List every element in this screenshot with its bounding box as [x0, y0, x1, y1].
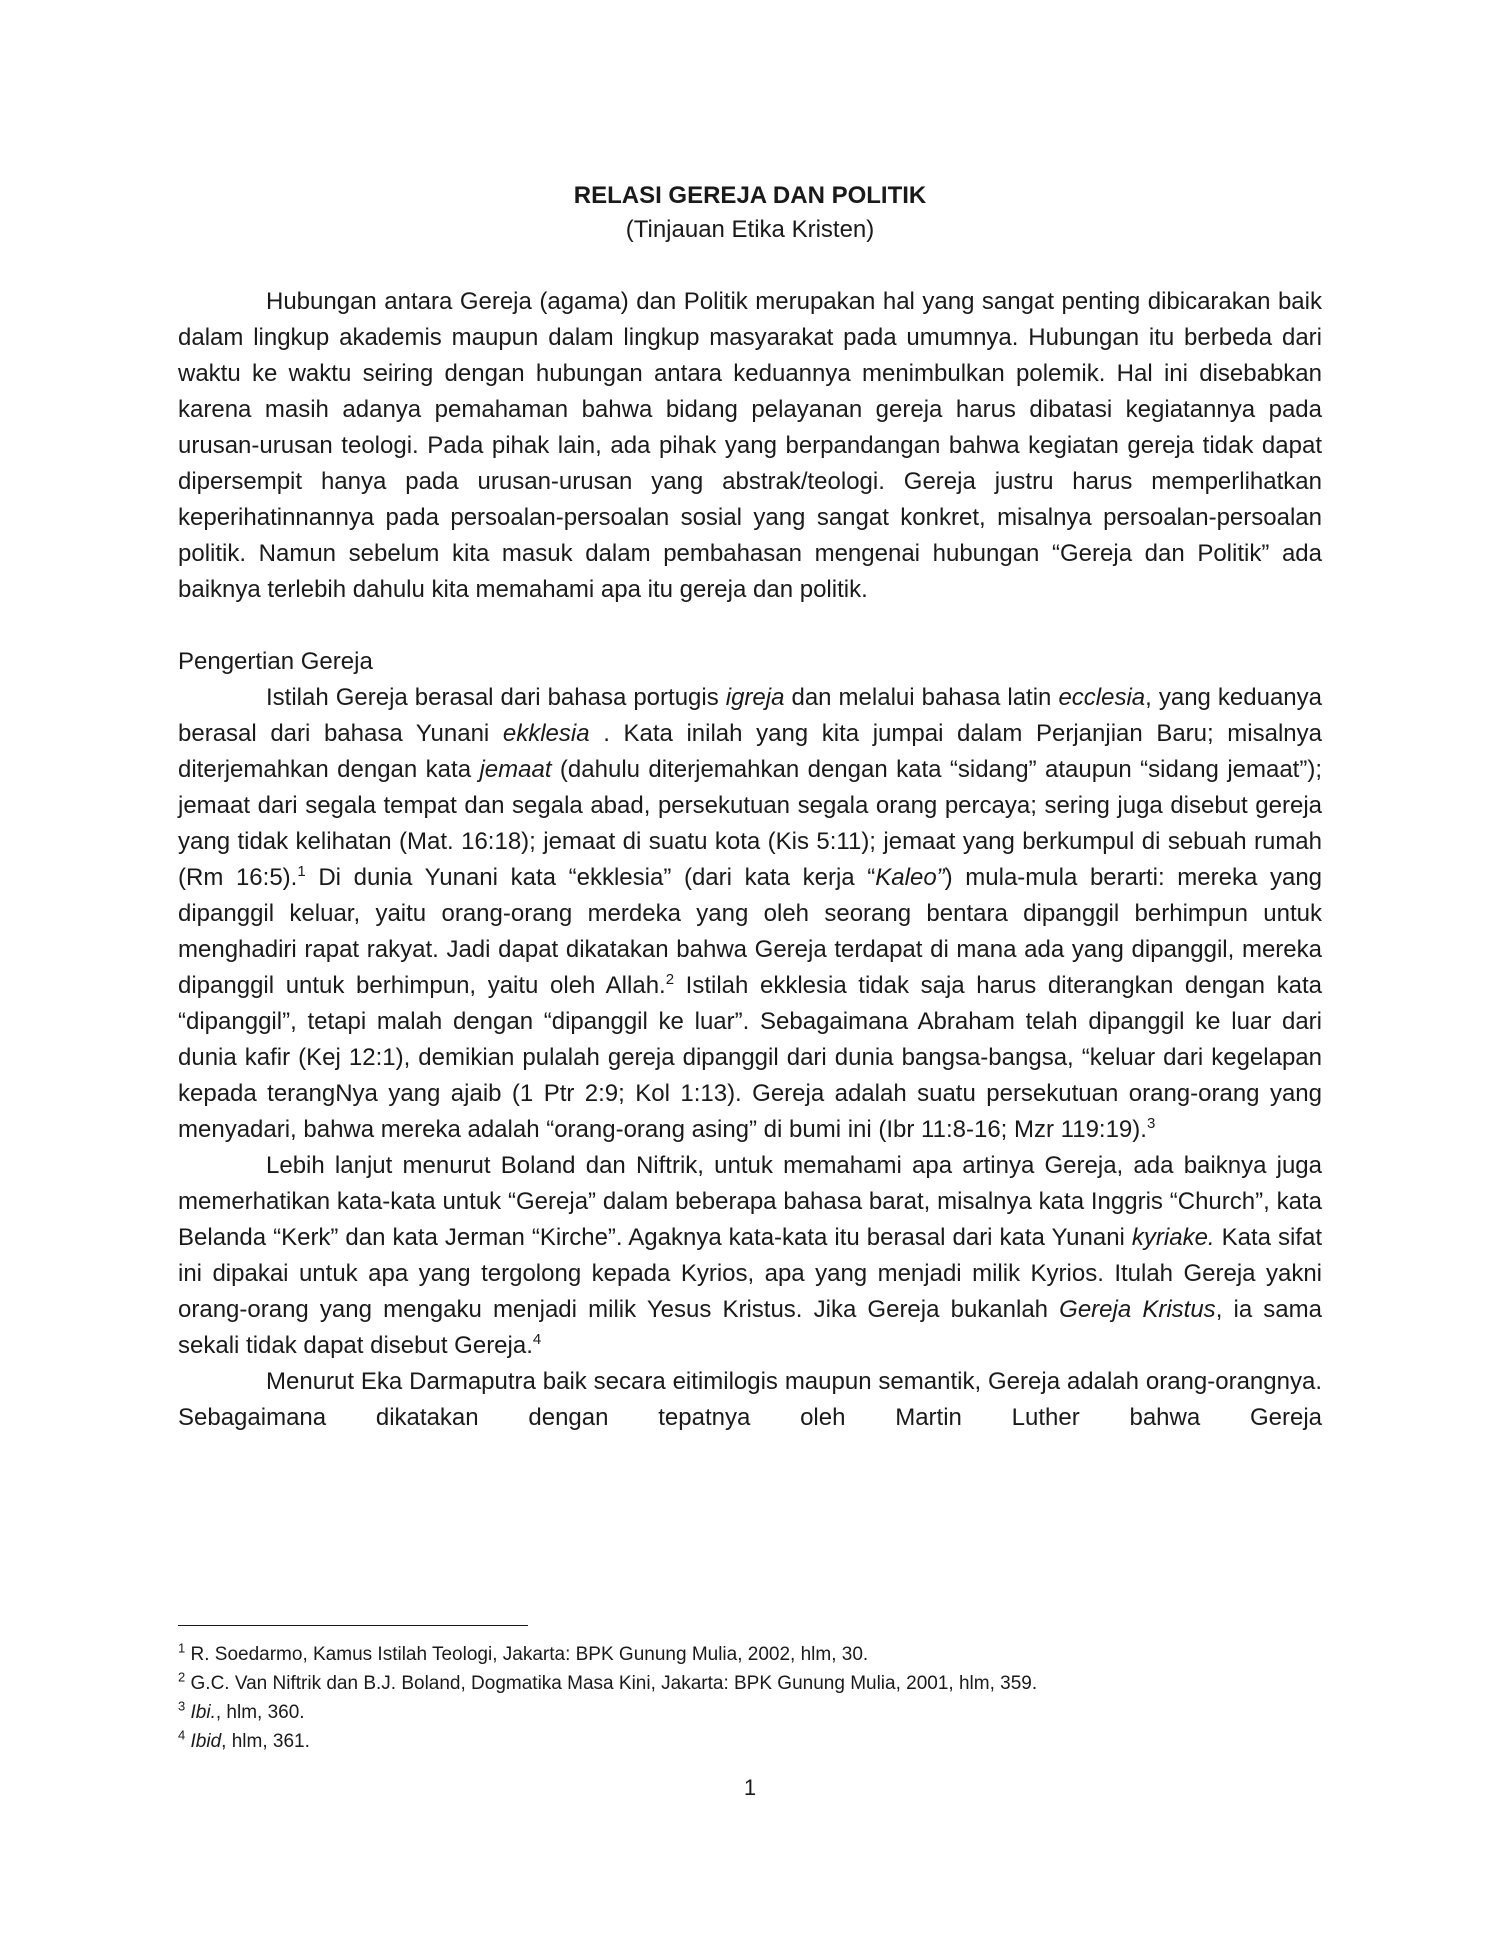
- text-run: . Kata inilah yang kita jumpai dalam Perjanjian Baru; misalnya diterjemahkan dengan kata: [178, 720, 1322, 783]
- text-run: , ia sama sekali tidak dapat disebut Gereja.: [178, 1296, 1322, 1359]
- text-run: Di dunia Yunani kata “ekklesia” (dari kata kerja “: [305, 864, 876, 891]
- text-run: (dahulu diterjemahkan dengan kata “sidang” ataupun “sidang jemaat”); jemaat dari segala tempat dan segala abad, persekutuan segala orang percaya; sering juga disebut gereja yang tidak kelihatan (Mat. 16:18); jemaat di suatu kota (Kis 5:11); jemaat yang berkumpul di sebuah rumah (Rm 16:5).: [178, 756, 1323, 891]
- footnote-text: G.C. Van Niftrik dan B.J. Boland, Dogmatika Masa Kini, Jakarta: BPK Gunung Mulia, 2001, hlm, 359.: [185, 1673, 1038, 1694]
- footnote-text: , hlm, 360.: [215, 1702, 305, 1723]
- footnote-3: [178, 1698, 1322, 1727]
- text-run: Lebih lanjut menurut Boland dan Niftrik, untuk memahami apa artinya Gereja, ada baiknya juga memerhatikan kata-kata untuk “Gereja” dalam beberapa bahasa barat, misalnya kata Inggris “Church”, kata Belanda “Kerk” dan kata Jerman “Kirche”. Agaknya kata-kata itu berasal dari kata Yunani: [178, 1152, 1322, 1251]
- text-run: ) mula-mula berarti: mereka yang dipanggil keluar, yaitu orang-orang merdeka yang oleh seorang bentara dipanggil berhimpun untuk menghadiri rapat rakyat. Jadi dapat dikatakan bahwa Gereja terdapat di mana ada yang dipanggil, mereka dipanggil untuk berhimpun, yaitu oleh Allah.: [178, 864, 1323, 999]
- paragraph-gereja-definition: [178, 680, 1322, 1148]
- intro-paragraph: Hubungan antara Gereja (agama) dan Politik merupakan hal yang sangat penting dibicarakan baik dalam lingkup akademis maupun dalam lingkup masyarakat pada umumnya. Hubungan itu berbeda dari waktu ke waktu seiring dengan hubungan antara keduannya menimbulkan polemik. Hal ini disebabkan karena masih adanya pemahaman bahwa bidang pelayanan gereja harus dibatasi kegiatannya pada urusan-urusan teologi. Pada pihak lain, ada pihak yang berpandangan bahwa kegiatan gereja tidak dapat dipersempit hanya pada urusan-urusan yang abstrak/teologi. Gereja justru harus memperlihatkan keperihatinnannya pada persoalan-persoalan sosial yang sangat konkret, misalnya persoalan-persoalan politik. Namun sebelum kita masuk dalam pembahasan mengenai hubungan “Gereja dan Politik” ada baiknya terlebih dahulu kita memahami apa itu gereja dan politik.: [178, 288, 1322, 603]
- footnote-italic: Ibid: [190, 1731, 222, 1752]
- footnote-text: R. Soedarmo, Kamus Istilah Teologi, Jakarta: BPK Gunung Mulia, 2002, hlm, 30.: [185, 1644, 869, 1665]
- footnote-text: , hlm, 361.: [221, 1731, 310, 1752]
- text-run: , yang keduanya berasal dari bahasa Yunani: [178, 684, 1323, 747]
- italic-term: ecclesia: [1058, 684, 1146, 711]
- document-subtitle: (Tinjauan Etika Kristen): [625, 216, 875, 243]
- footnote-ref-2: 2: [665, 971, 675, 988]
- paragraph-boland-niftrik: [178, 1148, 1322, 1364]
- italic-term: kyriake.: [1131, 1224, 1215, 1251]
- text-run: Kata sifat ini dipakai untuk apa yang tergolong kepada Kyrios, apa yang menjadi milik Kyrios. Itulah Gereja yakni orang-orang yang mengaku menjadi milik Yesus Kristus. Jika Gereja bukanlah: [178, 1224, 1322, 1323]
- footnote-1: [178, 1640, 1322, 1669]
- page-number: 1: [743, 1775, 757, 1800]
- footnote-number: 2: [178, 1669, 186, 1685]
- footnote-4: [178, 1727, 1322, 1756]
- document-page: [178, 0, 1322, 1941]
- footnote-2: [178, 1669, 1322, 1698]
- footnote-ref-4: 4: [532, 1331, 542, 1348]
- footnote-italic: Ibi.: [190, 1702, 216, 1723]
- footnotes: [178, 1640, 1322, 1756]
- text-run: Istilah ekklesia tidak saja harus diterangkan dengan kata “dipanggil”, tetapi malah dengan “dipanggil ke luar”. Sebagaimana Abraham telah dipanggil ke luar dari dunia kafir (Kej 12:1), demikian pulalah gereja dipanggil dari dunia bangsa-bangsa, “keluar dari kegelapan kepada terangNya yang ajaib (1 Ptr 2:9; Kol 1:13). Gereja adalah suatu persekutuan orang-orang yang menyadari, bahwa mereka adalah “orang-orang asing” di bumi ini (Ibr 11:8-16; Mzr 119:19).: [178, 972, 1322, 1143]
- section-heading: Pengertian Gereja: [178, 648, 373, 675]
- document-title: RELASI GEREJA DAN POLITIK: [573, 182, 927, 209]
- text-run: dan melalui bahasa latin: [784, 684, 1059, 711]
- text-run: Istilah Gereja berasal dari bahasa portugis: [266, 684, 726, 711]
- document-body: [178, 284, 1322, 1436]
- footnote-ref-1: 1: [297, 863, 306, 880]
- footnote-separator: [178, 1625, 528, 1626]
- footnote-number: 3: [178, 1698, 186, 1714]
- footnote-number: 4: [178, 1727, 186, 1743]
- italic-term: jemaat: [479, 756, 552, 783]
- italic-term: ekklesia: [502, 720, 590, 747]
- italic-term: igreja: [725, 684, 785, 711]
- footnote-ref-3: 3: [1146, 1115, 1156, 1132]
- italic-term: Gereja Kristus: [1059, 1296, 1216, 1323]
- italic-term: Kaleo”: [875, 864, 945, 891]
- paragraph-eka-darmaputra: Menurut Eka Darmaputra baik secara eitimilogis maupun semantik, Gereja adalah orang-orangnya. Sebagaimana dikatakan dengan tepatnya oleh Martin Luther bahwa Gereja: [178, 1368, 1322, 1431]
- footnote-number: 1: [178, 1640, 186, 1656]
